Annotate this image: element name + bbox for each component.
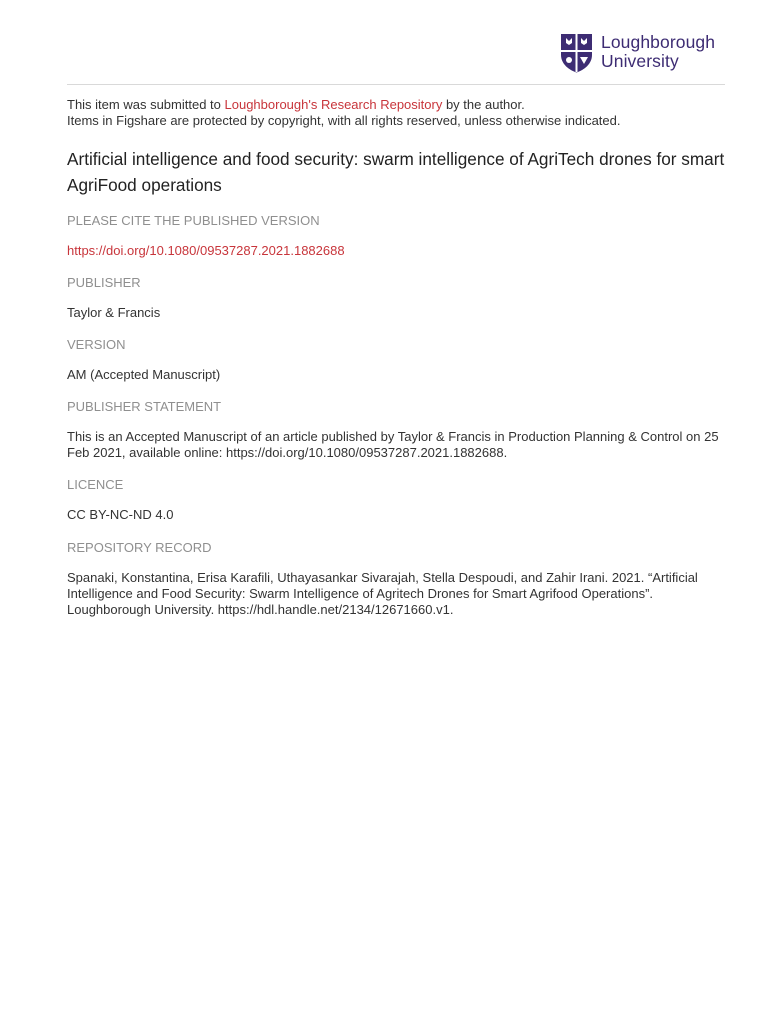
cite-label: PLEASE CITE THE PUBLISHED VERSION	[67, 213, 320, 228]
university-crest-icon	[560, 33, 593, 73]
publisher-value: Taylor & Francis	[67, 305, 161, 320]
main-content	[67, 97, 727, 618]
notice-suffix: by the author.	[442, 97, 525, 112]
university-name-line2: University	[601, 51, 679, 71]
university-logo	[560, 33, 715, 73]
version-label: VERSION	[67, 337, 126, 352]
submission-notice	[67, 97, 727, 113]
university-name-line1: Loughborough	[601, 32, 716, 52]
record-value: Spanaki, Konstantina, Erisa Karafili, Uthayasankar Sivarajah, Stella Despoudi, and Zahir Irani. 2021. “Artificial Intelligence and Food Security: Swarm Intelligence of Agritech Drones for Smart Agrifood Operations”. Loughborough University. https://hdl.handle.net/2134/12671660.v1.	[67, 570, 698, 617]
notice-prefix: This item was submitted to	[67, 97, 225, 112]
university-name	[601, 33, 715, 71]
version-value: AM (Accepted Manuscript)	[67, 367, 221, 382]
header-divider	[67, 84, 725, 85]
repository-link[interactable]: Loughborough's Research Repository	[224, 97, 443, 112]
licence-value: CC BY-NC-ND 4.0	[67, 507, 174, 522]
publisher-label: PUBLISHER	[67, 275, 141, 290]
statement-label: PUBLISHER STATEMENT	[67, 399, 222, 414]
record-label: REPOSITORY RECORD	[67, 540, 212, 555]
article-title: Artificial intelligence and food security: swarm intelligence of AgriTech drones for smart AgriFood operations	[67, 149, 725, 195]
licence-label: LICENCE	[67, 477, 124, 492]
statement-value: This is an Accepted Manuscript of an article published by Taylor & Francis in Production Planning & Control on 25 Feb 2021, available online: https://doi.org/10.1080/09537287.2021.1882688.	[67, 429, 719, 460]
doi-link[interactable]: https://doi.org/10.1080/09537287.2021.1882688	[67, 243, 345, 258]
copyright-notice: Items in Figshare are protected by copyright, with all rights reserved, unless otherwise indicated.	[67, 113, 621, 128]
